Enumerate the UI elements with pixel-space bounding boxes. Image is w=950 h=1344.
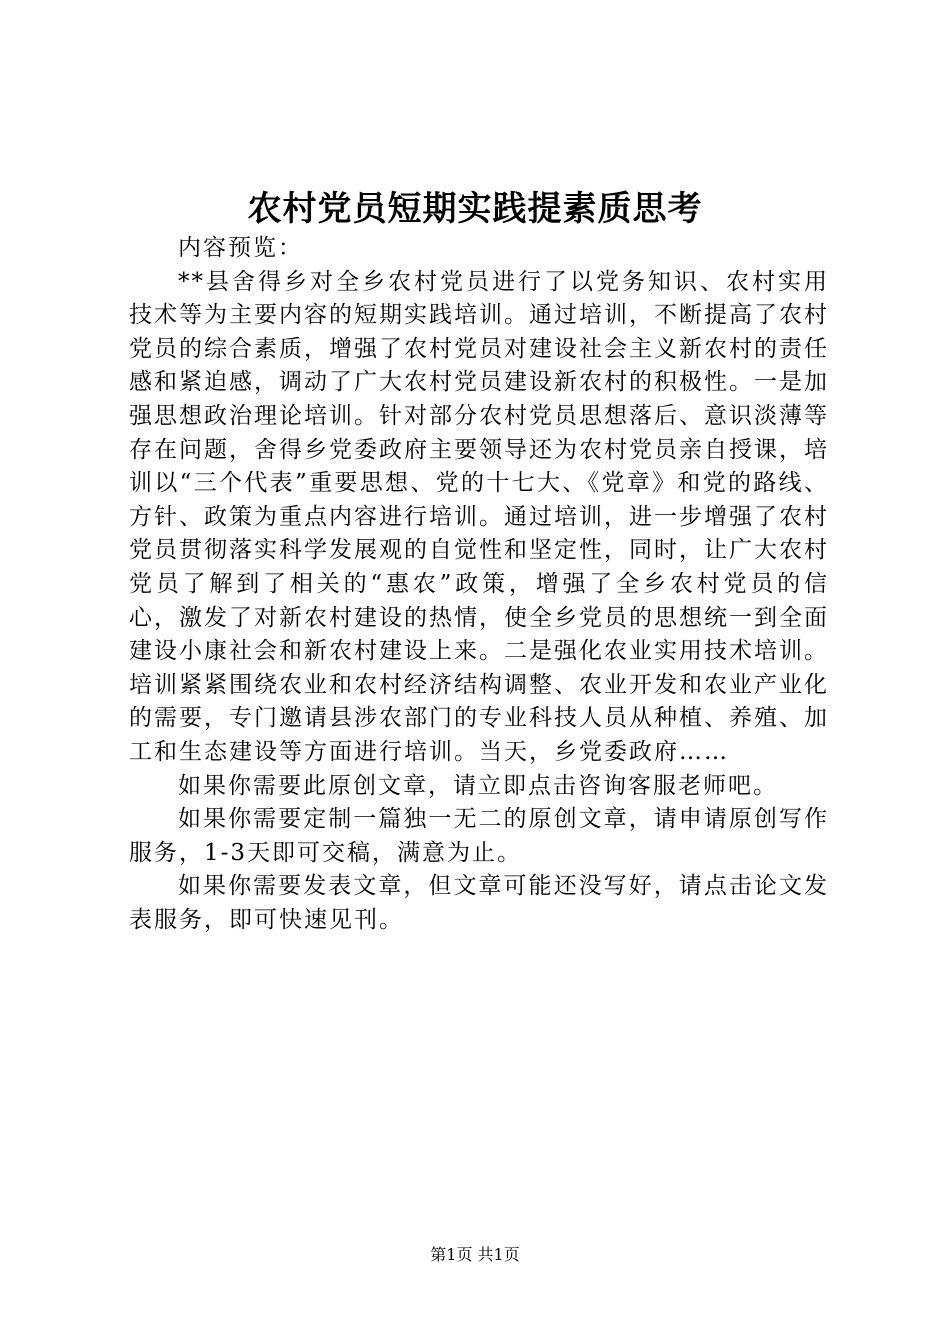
publish-paragraph: 如果你需要发表文章，但文章可能还没写好，请点击论文发表服务，即可快速见刊。: [129, 873, 829, 933]
custom-writing-paragraph: 如果你需要定制一篇独一无二的原创文章，请申请原创写作服务，1-3天即可交稿，满意为止。: [129, 806, 829, 866]
consult-paragraph: 如果你需要此原创文章，请立即点击咨询客服老师吧。: [178, 772, 778, 799]
document-body: [129, 232, 829, 937]
page-number: 第1页 共1页: [430, 1245, 520, 1264]
summary-paragraph: **县舍得乡对全乡农村党员进行了以党务知识、农村实用技术等为主要内容的短期实践培训。通过培训，不断提高了农村党员的综合素质，增强了农村党员对建设社会主义新农村的责任感和紧迫感，调动了广大农村党员建设新农村的积极性。一是加强思想政治理论培训。针对部分农村党员思想落后、意识淡薄等存在问题，舍得乡党委政府主要领导还为农村党员亲自授课，培训以“三个代表”重要思想、党的十七大、《党章》和党的路线、方针、政策为重点内容进行培训。通过培训，进一步增强了农村党员贯彻落实科学发展观的自觉性和坚定性，同时，让广大农村党员了解到了相关的“惠农”政策，增强了全乡农村党员的信心，激发了对新农村建设的热情，使全乡党员的思想统一到全面建设小康社会和新农村建设上来。二是强化农业实用技术培训。培训紧紧围绕农业和农村经济结构调整、农业开发和农业产业化的需要，专门邀请县涉农部门的专业科技人员从种植、养殖、加工和生态建设等方面进行培训。当天，乡党委政府……: [129, 268, 829, 765]
document-title: 农村党员短期实践提素质思考: [247, 189, 703, 229]
preview-label: 内容预览：: [178, 235, 303, 261]
